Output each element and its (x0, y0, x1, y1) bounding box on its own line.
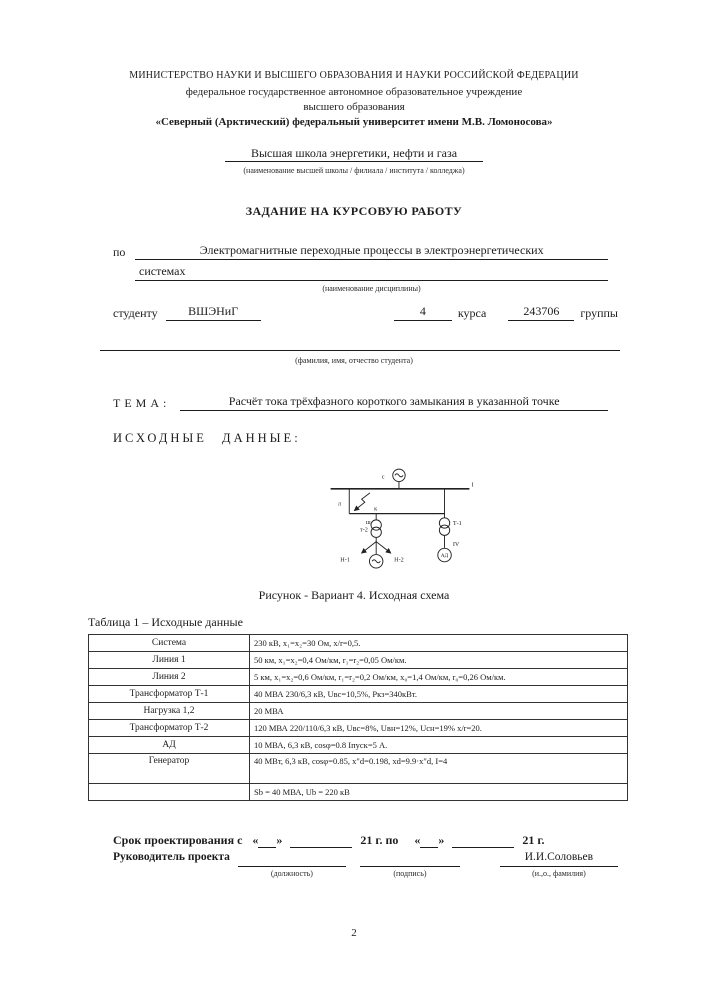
day-blank (258, 835, 276, 848)
label-gen-top: с (381, 473, 385, 481)
student-name-caption: (фамилия, имя, отчество студента) (295, 356, 413, 365)
year-to-label: 21 г. (522, 833, 545, 847)
schematic-labels (338, 473, 474, 563)
student-label: студенту (113, 306, 158, 320)
institution-line: федеральное государственное автономное образовательное учреждение (185, 86, 523, 98)
label-fault-point: к (374, 505, 378, 513)
tema-label: ТЕМА: (113, 396, 171, 410)
row-name-cell: АД (89, 737, 250, 754)
table-row (89, 635, 628, 652)
table-row (89, 686, 628, 703)
label-motor: АД (440, 553, 449, 560)
label-bus2: ш (365, 519, 371, 526)
quote-open: « (252, 833, 259, 847)
course-value: 4 (394, 304, 452, 321)
month-blank (452, 835, 514, 848)
label-line-left: л (337, 500, 341, 508)
label-load1: Н-1 (340, 556, 350, 564)
quote-close: » (276, 833, 283, 847)
supervisor-line (113, 851, 623, 878)
signature-col (360, 851, 460, 878)
schematic-shapes (331, 469, 470, 568)
figure-caption: Рисунок - Вариант 4. Исходная схема (258, 588, 450, 602)
tema-line (113, 394, 608, 411)
day-blank (420, 835, 438, 848)
row-value-cell: 230 кВ, x₁=x₂=30 Ом, х/r=0,5. (250, 635, 628, 652)
table-row (89, 784, 628, 801)
row-name-cell: Нагрузка 1,2 (89, 703, 250, 720)
short-circuit-arrow-icon (354, 493, 370, 511)
quote-open: « (414, 833, 421, 847)
load1-arrow-icon (362, 542, 377, 553)
school-name: Высшая школа энергетики, нефти и газа (225, 146, 483, 162)
row-value-cell: 40 МВт, 6,3 кВ, cosφ=0.85, x″d=0.198, xd=9.9·x″d, I=4 (250, 754, 628, 784)
course-label: курса (457, 306, 487, 320)
label-t1: Т-1 (452, 520, 462, 528)
table-row (89, 754, 628, 784)
load2-arrow-icon (376, 542, 391, 553)
row-name-cell (89, 784, 250, 801)
student-school-value: ВШЭНиГ (166, 304, 261, 321)
position-caption: (должность) (270, 869, 313, 878)
ministry-line: МИНИСТЕРСТВО НАУКИ И ВЫСШЕГО ОБРАЗОВАНИЯ И НАУКИ РОССИЙСКОЙ ФЕДЕРАЦИИ (129, 70, 579, 81)
row-name-cell: Линия 2 (89, 669, 250, 686)
student-name-blank-line (100, 336, 620, 351)
year-from-label: 21 г. по (360, 833, 399, 847)
table-row (89, 669, 628, 686)
row-value-cell: 40 МВА 230/6,3 кВ, Uвс=10,5%, Pкз=340кВт. (250, 686, 628, 703)
discipline-line1: Электромагнитные переходные процессы в электроэнергетических (135, 243, 608, 260)
university-name: «Северный (Арктический) федеральный университет имени М.В. Ломоносова» (155, 116, 553, 128)
sine-icon (395, 474, 403, 477)
row-value-cell: 20 МВА (250, 703, 628, 720)
supervisor-label: Руководитель проекта (113, 851, 230, 863)
label-t2: т-2 (360, 526, 368, 534)
group-label: группы (580, 306, 618, 320)
initial-data-heading: ИСХОДНЫЕ ДАННЫЕ: (113, 431, 301, 445)
row-value-cell: 5 км, x₁=x₂=0,6 Ом/км, r₁=r₂=0,2 Ом/км, x₀=1,4 Ом/км, r₀=0,26 Ом/км. (250, 669, 628, 686)
label-bus-right: I (471, 481, 474, 489)
discipline-caption: (наименование дисциплины) (322, 284, 421, 293)
discipline-line2: системах (135, 264, 608, 281)
project-period-line (113, 833, 623, 848)
signature-blank (360, 851, 460, 867)
signature-caption: (подпись) (393, 869, 427, 878)
discipline-row2 (135, 264, 608, 281)
school-caption: (наименование высшей школы / филиала / института / колледжа) (243, 166, 465, 175)
row-value-cell: 120 МВА 220/110/6,3 кВ, Uвс=8%, Uвн=12%, Uсн=19% х/r=20. (250, 720, 628, 737)
student-line (113, 304, 618, 321)
quote-close: » (438, 833, 445, 847)
supervisor-label-col (113, 851, 238, 877)
row-value-cell: 10 МВА, 6,3 кВ, cosφ=0.8 Iпуск=5 А. (250, 737, 628, 754)
initial-data-table (88, 634, 628, 801)
supervisor-name: И.И.Соловьев (500, 851, 618, 867)
circuit-schematic (322, 466, 478, 582)
discipline-row (113, 243, 608, 260)
position-blank (238, 851, 346, 867)
name-col (500, 851, 618, 878)
group-value: 243706 (508, 304, 574, 321)
document-title: ЗАДАНИЕ НА КУРСОВУЮ РАБОТУ (245, 204, 463, 218)
name-caption: (и.,о., фамилия) (532, 869, 586, 878)
tema-value: Расчёт тока трёхфазного короткого замыкания в указанной точке (180, 394, 608, 411)
row-name-cell: Система (89, 635, 250, 652)
row-name-cell: Линия 1 (89, 652, 250, 669)
row-name-cell: Трансформатор Т-2 (89, 720, 250, 737)
po-label: по (113, 245, 126, 259)
table-row (89, 720, 628, 737)
table-title: Таблица 1 – Исходные данные (88, 615, 243, 629)
education-level-line: высшего образования (303, 101, 405, 113)
caption-spacer (113, 868, 238, 877)
period-label: Срок проектирования с (113, 833, 243, 847)
school-line (0, 146, 708, 161)
label-branch-iv: IV (452, 540, 460, 548)
position-col (238, 851, 346, 878)
row-value-cell: 50 км, x₁=x₂=0,4 Ом/км, r₁=r₂=0,05 Ом/км. (250, 652, 628, 669)
page-number: 2 (351, 927, 357, 939)
table-row (89, 703, 628, 720)
row-value-cell: Sb = 40 МВА, Ub = 220 кВ (250, 784, 628, 801)
row-name-cell: Трансформатор Т-1 (89, 686, 250, 703)
table-row (89, 737, 628, 754)
month-blank (290, 835, 352, 848)
row-name-cell: Генератор (89, 754, 250, 784)
table-row (89, 652, 628, 669)
label-load2: Н-2 (394, 556, 404, 564)
